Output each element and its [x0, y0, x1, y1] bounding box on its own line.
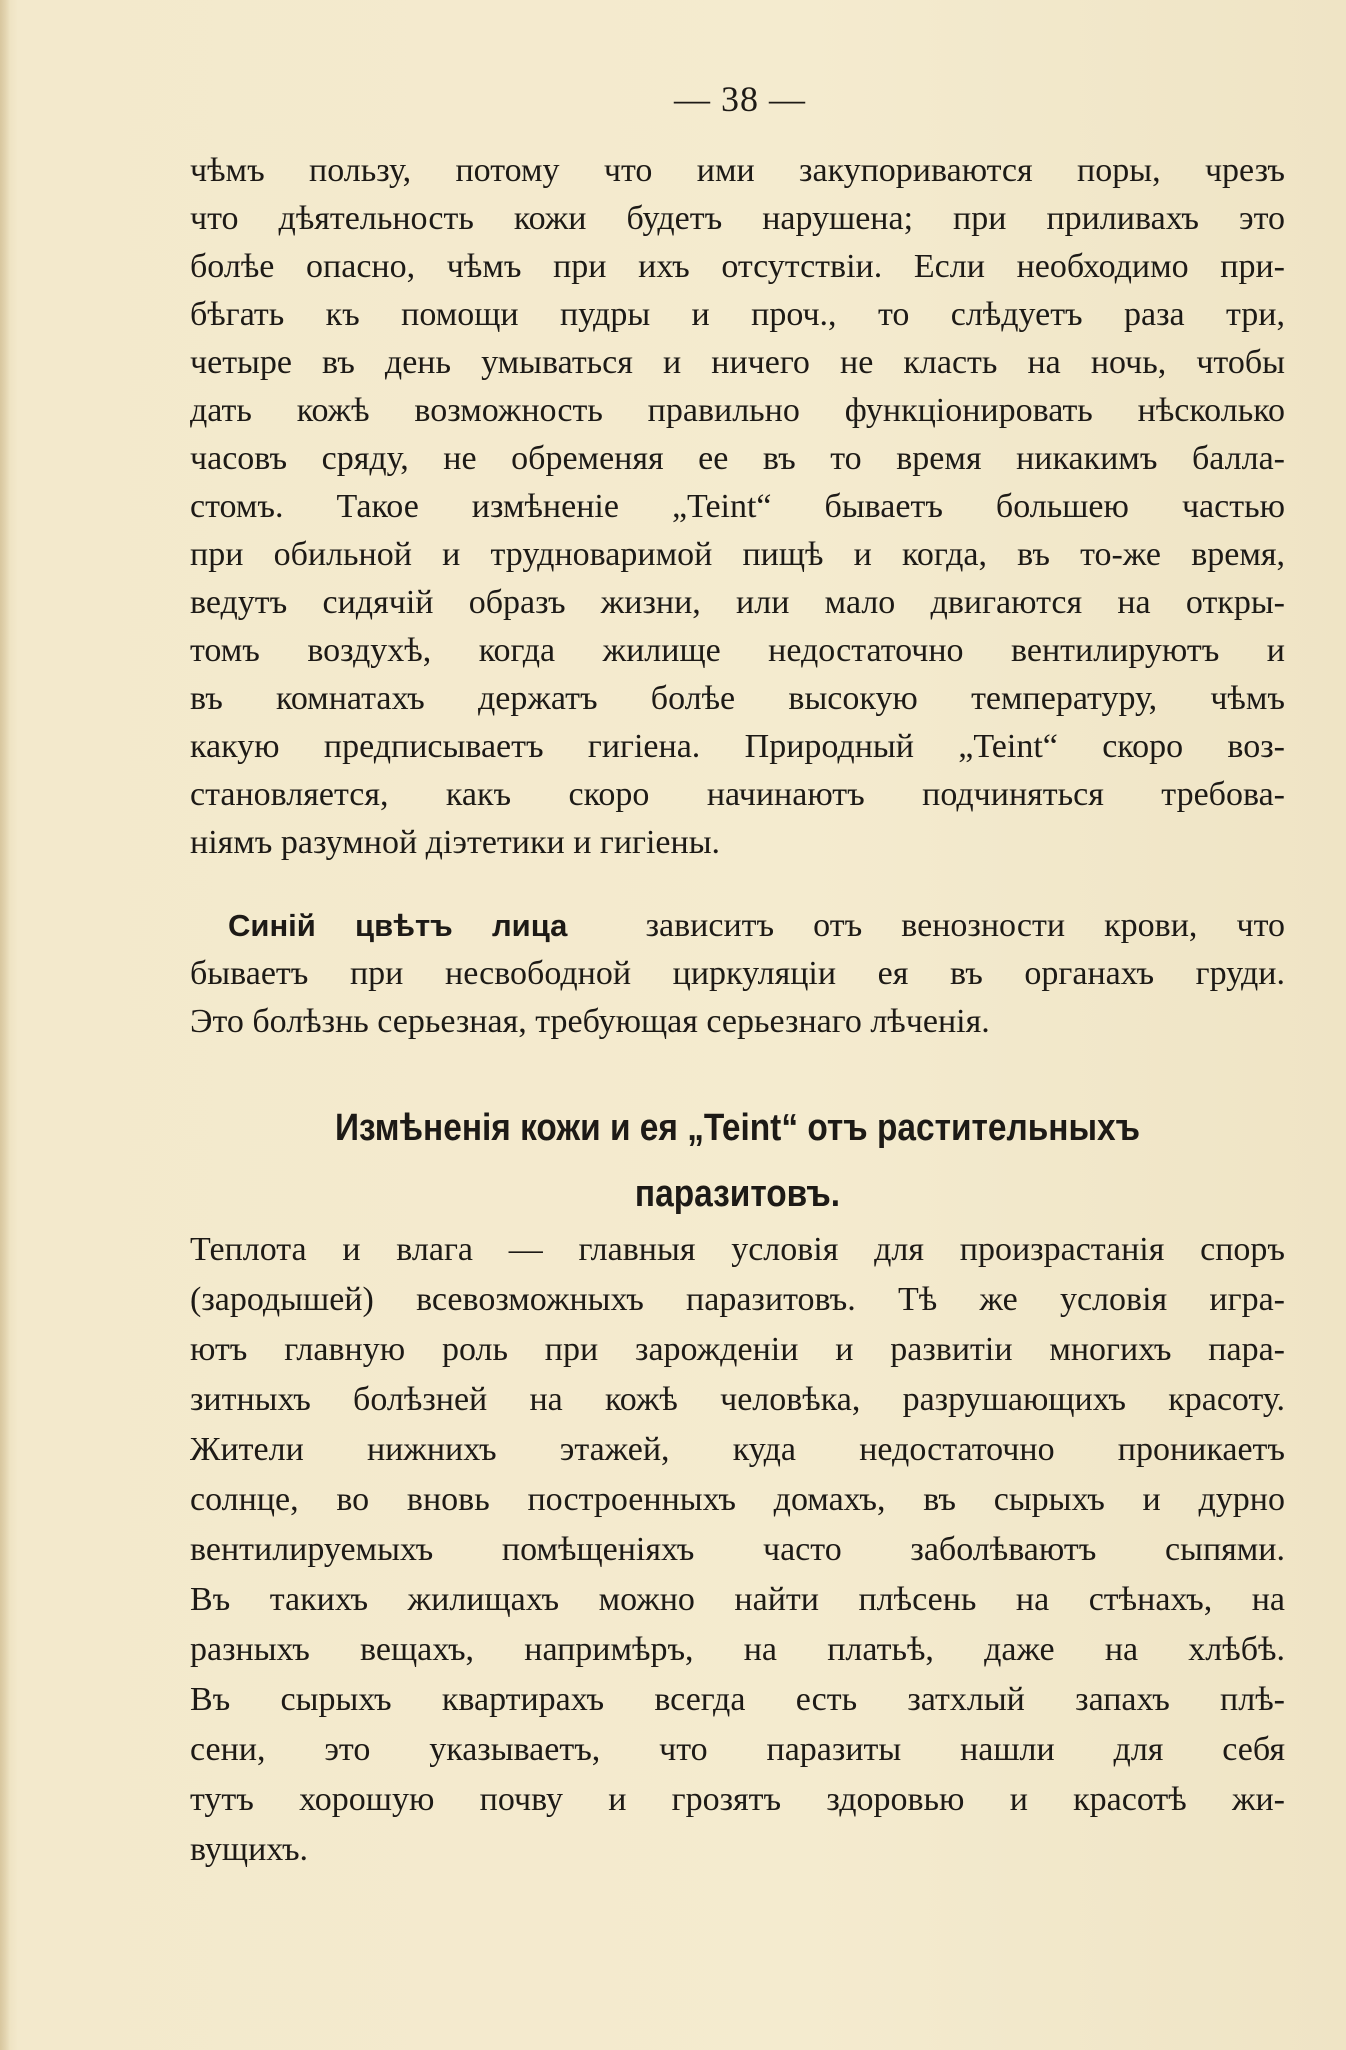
text-line: вущихъ. — [190, 1831, 309, 1868]
text-line: при обильной и трудноваримой пищѣ и когда, въ то-же время, — [190, 536, 1285, 573]
page-edge-shadow — [0, 0, 10, 2050]
text-line: зитныхъ болѣзней на кожѣ человѣка, разрушающихъ красоту. — [190, 1381, 1285, 1418]
text-line: тутъ хорошую почву и грозятъ здоровью и красотѣ жи- — [190, 1781, 1285, 1818]
text-line: томъ воздухѣ, когда жилище недостаточно вентилируютъ и — [190, 632, 1285, 669]
section-heading — [256, 1095, 1220, 1227]
page-number: — 38 — — [674, 79, 806, 119]
text-line: разныхъ вещахъ, напримѣръ, на платьѣ, даже на хлѣбѣ. — [190, 1631, 1285, 1668]
text-line-with-lead — [190, 902, 1285, 950]
paragraph-1 — [190, 147, 1285, 867]
text-line: ніямъ разумной діэтетики и гигіены. — [190, 824, 721, 861]
text-line: часовъ сряду, не обременяя ее въ то время никакимъ балла- — [190, 440, 1285, 477]
text-line: Теплота и влага — главныя условія для произрастанія споръ — [190, 1231, 1285, 1268]
text-line: въ комнатахъ держатъ болѣе высокую температуру, чѣмъ — [190, 680, 1285, 717]
text-line: четыре въ день умываться и ничего не класть на ночь, чтобы — [190, 344, 1285, 381]
text-line: Это болѣзнь серьезная, требующая серьезнаго лѣченія. — [190, 1003, 990, 1040]
text-line: бываетъ при несвободной циркуляціи ея въ органахъ груди. — [190, 955, 1285, 992]
text-line: (зародышей) всевозможныхъ паразитовъ. Тѣ же условія игра- — [190, 1281, 1285, 1318]
lead-line-rest: зависитъ отъ венозности крови, что — [645, 907, 1285, 944]
text-line: солнце, во вновь построенныхъ домахъ, въ сырыхъ и дурно — [190, 1481, 1285, 1518]
text-line: ютъ главную роль при зарожденіи и развитіи многихъ пара- — [190, 1331, 1285, 1368]
text-line: Въ такихъ жилищахъ можно найти плѣсень на стѣнахъ, на — [190, 1581, 1285, 1618]
paragraph-2 — [190, 902, 1285, 1046]
text-line: Жители нижнихъ этажей, куда недостаточно проникаетъ — [190, 1431, 1285, 1468]
bold-lead-phrase: Синій цвѣтъ лица — [228, 908, 568, 943]
paragraph-3 — [190, 1225, 1285, 1875]
text-line: что дѣятельность кожи будетъ нарушена; при приливахъ это — [190, 200, 1285, 237]
text-line: ведутъ сидячій образъ жизни, или мало двигаются на откры- — [190, 584, 1285, 621]
text-line: болѣе опасно, чѣмъ при ихъ отсутствіи. Если необходимо при- — [190, 248, 1285, 285]
text-line: какую предписываетъ гигіена. Природный „Teint“ скоро воз- — [190, 728, 1285, 765]
text-line: сени, это указываетъ, что паразиты нашли для себя — [190, 1731, 1285, 1768]
text-line: стомъ. Такое измѣненіе „Teint“ бываетъ большею частью — [190, 488, 1285, 525]
text-line: вентилируемыхъ помѣщеніяхъ часто заболѣваютъ сыпями. — [190, 1531, 1285, 1568]
text-line: чѣмъ пользу, потому что ими закупориваются поры, чрезъ — [190, 152, 1285, 189]
text-line: бѣгать къ помощи пудры и проч., то слѣдуетъ раза три, — [190, 296, 1285, 333]
section-heading-line-2: паразитовъ. — [634, 1173, 841, 1215]
text-line: дать кожѣ возможность правильно функціонировать нѣсколько — [190, 392, 1285, 429]
section-heading-line-1: Измѣненія кожи и ея „Teint“ отъ растительныхъ — [334, 1107, 1141, 1149]
text-line: Въ сырыхъ квартирахъ всегда есть затхлый запахъ плѣ- — [190, 1681, 1285, 1718]
text-line: становляется, какъ скоро начинаютъ подчиняться требова- — [190, 776, 1285, 813]
